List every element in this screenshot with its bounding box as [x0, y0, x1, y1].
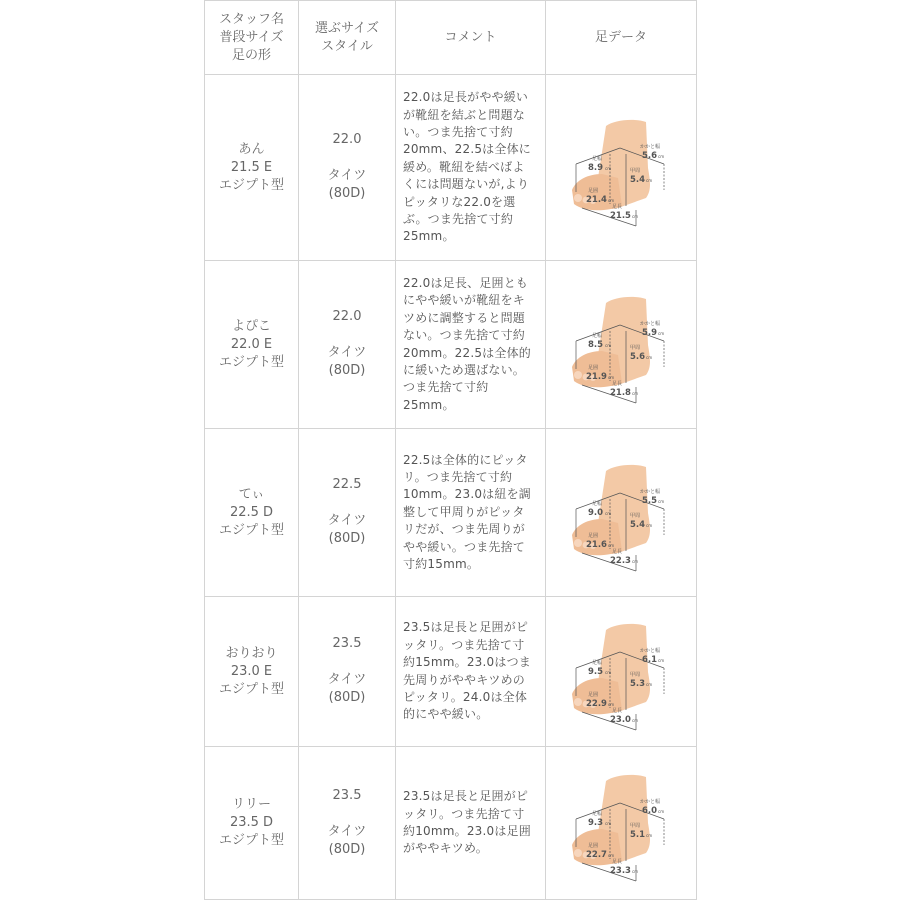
header-size: 選ぶサイズ スタイル [299, 1, 396, 75]
staff-name: あん [238, 141, 265, 157]
foot-diagram [566, 612, 676, 732]
foot-shape: エジプト型 [218, 177, 284, 193]
instep-label: 甲周 [630, 512, 641, 519]
unit-label: cm [658, 153, 665, 159]
girth-label: 足囲 [588, 532, 599, 539]
toe-icon [574, 194, 582, 202]
instep-value: 5.4 [630, 174, 646, 185]
unit-label: cm [658, 330, 665, 336]
staff-cell [205, 597, 299, 747]
instep-label: 甲周 [630, 671, 641, 678]
unit-label: cm [608, 374, 615, 380]
heel-label: かかと幅 [640, 143, 661, 150]
style-label: タイツ [327, 345, 367, 360]
instep-label: 甲周 [630, 823, 641, 829]
comment-text: 23.5は足長と足囲がピッタリ。つま先捨て寸約15mm。23.0はつま先周りがややキツめのピッタリ。24.0は全体的にやや緩い。 [403, 620, 531, 722]
width-label: 足幅 [592, 659, 603, 666]
header-row [205, 1, 697, 75]
unit-label: cm [632, 390, 639, 396]
unit-label: cm [605, 165, 612, 171]
toe-icon [574, 371, 582, 379]
heel-value: 5.5 [642, 495, 658, 506]
girth-value: 22.7 [586, 850, 607, 860]
foot-diagram [566, 763, 676, 883]
table-row [205, 747, 697, 900]
unit-label: cm [632, 869, 639, 874]
size-table [204, 0, 697, 900]
length-value: 22.3 [610, 555, 631, 566]
girth-label: 足囲 [588, 187, 599, 194]
girth-label: 足囲 [588, 364, 599, 371]
width-value: 9.3 [588, 818, 604, 828]
staff-name: よぴこ [231, 318, 271, 334]
length-label: 足長 [612, 380, 623, 387]
style-label: タイツ [327, 672, 367, 687]
style-denier: (80D) [328, 363, 366, 378]
heel-value: 5.9 [642, 327, 658, 338]
usual-size: 21.5 E [230, 159, 273, 175]
unit-label: cm [608, 853, 615, 858]
unit-label: cm [608, 542, 615, 548]
unit-label: cm [658, 809, 665, 814]
heel-label: かかと幅 [640, 799, 661, 805]
unit-label: cm [605, 669, 612, 675]
comment-cell [396, 597, 546, 747]
foot-diagram [566, 285, 676, 405]
table-row [205, 261, 697, 429]
comment-text: 22.0は足長がやや緩いが靴紐を結ぶと問題ない。つま先捨て寸約20mm、22.5は全体に緩め。靴紐を結べばよくには問題ないが,よりピッタリな22.0を選ぶ。つま先捨て寸約25mm。 [403, 90, 531, 244]
length-label: 足長 [612, 707, 623, 714]
chosen-size: 22.0 [332, 309, 362, 324]
girth-value: 21.4 [586, 194, 607, 205]
width-value: 9.0 [588, 507, 604, 518]
girth-label: 足囲 [588, 691, 599, 698]
foot-shape: エジプト型 [218, 681, 284, 697]
unit-label: cm [658, 498, 665, 504]
comment-text: 22.0は足長、足囲ともにやや緩いが靴紐をキツめに調整すると問題ない。つま先捨て寸約20mm。22.5は全体的に緩いため選ばない。つま先捨て寸約25mm。 [403, 275, 531, 412]
length-label: 足長 [612, 203, 623, 210]
toe-icon [574, 698, 582, 706]
width-value: 8.5 [588, 339, 604, 350]
foot-diagram [566, 108, 676, 228]
foot-shape: エジプト型 [218, 354, 284, 370]
staff-cell [205, 429, 299, 597]
comment-cell [396, 429, 546, 597]
length-value: 23.3 [610, 866, 631, 876]
foot-diagram [566, 453, 676, 573]
width-label: 足幅 [592, 500, 603, 507]
table-row [205, 75, 697, 261]
instep-value: 5.3 [630, 678, 646, 689]
style-denier: (80D) [328, 841, 366, 857]
width-label: 足幅 [592, 811, 603, 817]
unit-label: cm [632, 717, 639, 723]
heel-label: かかと幅 [640, 647, 661, 654]
chosen-size: 22.0 [332, 132, 362, 147]
foot-shape: エジプト型 [218, 833, 284, 848]
header-comment: コメント [396, 1, 546, 75]
unit-label: cm [632, 213, 639, 219]
toe-icon [574, 539, 582, 547]
girth-value: 21.6 [586, 539, 607, 550]
instep-label: 甲周 [630, 167, 641, 174]
style-denier: (80D) [328, 186, 366, 201]
size-cell [299, 747, 396, 900]
comment-text: 22.5は全体的にピッタリ。つま先捨て寸約10mm。23.0は紐を調整して甲周りがピッタリだが、つま先周りがやや緩い。つま先捨て寸約15mm。 [403, 452, 531, 572]
unit-label: cm [632, 558, 639, 564]
width-label: 足幅 [592, 155, 603, 162]
header-foot-data: 足データ [546, 1, 697, 75]
heel-label: かかと幅 [640, 488, 661, 495]
usual-size: 22.0 E [230, 336, 273, 352]
staff-name: おりおり [225, 645, 278, 661]
unit-label: cm [646, 522, 653, 528]
heel-label: かかと幅 [640, 320, 661, 327]
style-denier: (80D) [328, 531, 366, 546]
style-label: タイツ [327, 513, 367, 528]
chosen-size: 23.5 [332, 636, 362, 651]
unit-label: cm [605, 510, 612, 516]
instep-value: 5.6 [630, 351, 646, 362]
style-denier: (80D) [328, 690, 366, 705]
instep-value: 5.1 [630, 830, 646, 840]
length-value: 23.0 [610, 714, 631, 725]
instep-value: 5.4 [630, 519, 646, 530]
usual-size: 23.5 D [229, 815, 274, 830]
foot-data-cell [546, 429, 697, 597]
length-label: 足長 [612, 548, 623, 555]
length-label: 足長 [612, 859, 623, 865]
unit-label: cm [605, 821, 612, 826]
unit-label: cm [646, 354, 653, 360]
style-label: タイツ [327, 823, 367, 839]
foot-data-cell [546, 75, 697, 261]
girth-value: 22.9 [586, 698, 607, 709]
size-cell [299, 597, 396, 747]
usual-size: 22.5 D [229, 504, 274, 520]
unit-label: cm [608, 701, 615, 707]
width-value: 8.9 [588, 162, 604, 173]
heel-value: 5.6 [642, 150, 658, 161]
heel-value: 6.1 [642, 654, 658, 665]
foot-data-cell [546, 747, 697, 900]
width-label: 足幅 [592, 332, 603, 339]
foot-shape: エジプト型 [218, 522, 284, 538]
staff-name: リリー [231, 797, 271, 812]
comment-cell [396, 747, 546, 900]
width-value: 9.5 [588, 666, 604, 677]
comment-cell [396, 75, 546, 261]
unit-label: cm [608, 197, 615, 203]
unit-label: cm [658, 657, 665, 663]
girth-label: 足囲 [588, 843, 599, 849]
unit-label: cm [605, 342, 612, 348]
toe-icon [574, 849, 582, 857]
table-row [205, 597, 697, 747]
chosen-size: 23.5 [332, 787, 362, 803]
chosen-size: 22.5 [332, 477, 362, 492]
comment-cell [396, 261, 546, 429]
length-value: 21.5 [610, 210, 631, 221]
unit-label: cm [646, 681, 653, 687]
instep-label: 甲周 [630, 344, 641, 351]
size-cell [299, 261, 396, 429]
girth-value: 21.9 [586, 371, 607, 382]
foot-data-cell [546, 261, 697, 429]
unit-label: cm [646, 833, 653, 838]
staff-name: てぃ [238, 486, 265, 502]
staff-cell [205, 75, 299, 261]
length-value: 21.8 [610, 387, 631, 398]
comment-text: 23.5は足長と足囲がピッタリ。つま先捨て寸約10mm。23.0は足囲がややキツめ。 [403, 789, 531, 856]
staff-cell [205, 747, 299, 900]
header-staff: スタッフ名 普段サイズ 足の形 [205, 1, 299, 75]
foot-data-cell [546, 597, 697, 747]
heel-value: 6.0 [642, 806, 658, 816]
usual-size: 23.0 E [230, 663, 273, 679]
style-label: タイツ [327, 168, 367, 183]
table-row [205, 429, 697, 597]
size-cell [299, 429, 396, 597]
size-cell [299, 75, 396, 261]
unit-label: cm [646, 177, 653, 183]
staff-cell [205, 261, 299, 429]
